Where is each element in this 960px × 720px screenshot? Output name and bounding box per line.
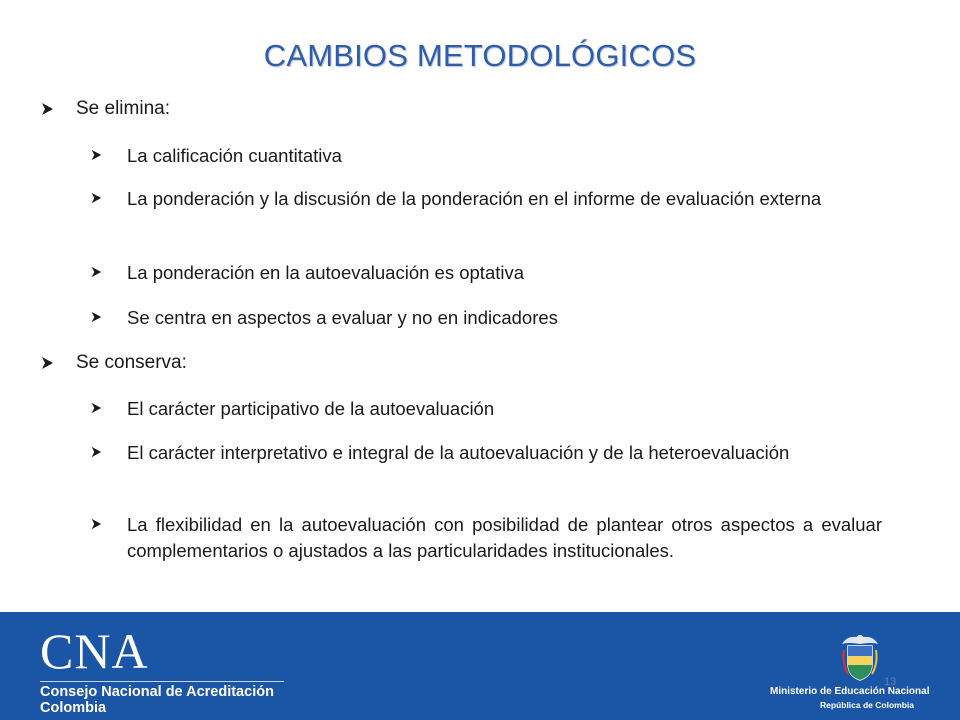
org-country: Colombia xyxy=(40,700,107,716)
arrowhead-bullet-icon xyxy=(40,96,76,118)
cna-logo: CNA xyxy=(40,623,149,679)
arrowhead-bullet-icon xyxy=(90,260,127,282)
arrowhead-bullet-icon xyxy=(90,512,127,534)
list-item: La ponderación y la discusión de la ponderación en el informe de evaluación externa xyxy=(90,186,882,212)
section-heading: Se conserva: xyxy=(40,350,920,376)
arrowhead-bullet-icon xyxy=(90,143,127,165)
arrowhead-bullet-icon xyxy=(90,305,127,327)
arrowhead-bullet-icon xyxy=(90,396,127,418)
list-item: El carácter participativo de la autoevaluación xyxy=(90,396,882,422)
arrowhead-bullet-icon xyxy=(90,440,127,462)
list-item: Se centra en aspectos a evaluar y no en indicadores xyxy=(90,305,882,331)
arrowhead-bullet-icon xyxy=(40,350,76,372)
section-heading: Se elimina: xyxy=(40,96,920,122)
list-item: La flexibilidad en la autoevaluación con posibilidad de plantear otros aspectos a evaluar complementarios o ajustados a las particularidades institucionales. xyxy=(90,512,882,564)
slide-title: CAMBIOS METODOLÓGICOS xyxy=(263,38,697,73)
org-name: Consejo Nacional de Acreditación xyxy=(40,684,274,700)
list-item: El carácter interpretativo e integral de la autoevaluación y de la heteroevaluación xyxy=(90,440,882,466)
arrowhead-bullet-icon xyxy=(90,186,127,208)
footer-bar xyxy=(0,612,960,720)
ministry-country: República de Colombia xyxy=(820,700,914,710)
coat-of-arms-icon xyxy=(838,630,882,686)
list-item: La ponderación en la autoevaluación es optativa xyxy=(90,260,882,286)
logo-divider xyxy=(40,681,284,682)
ministry-name: Ministerio de Educación Nacional xyxy=(770,686,930,697)
page-number: 13 xyxy=(884,676,897,688)
list-item: La calificación cuantitativa xyxy=(90,143,882,169)
